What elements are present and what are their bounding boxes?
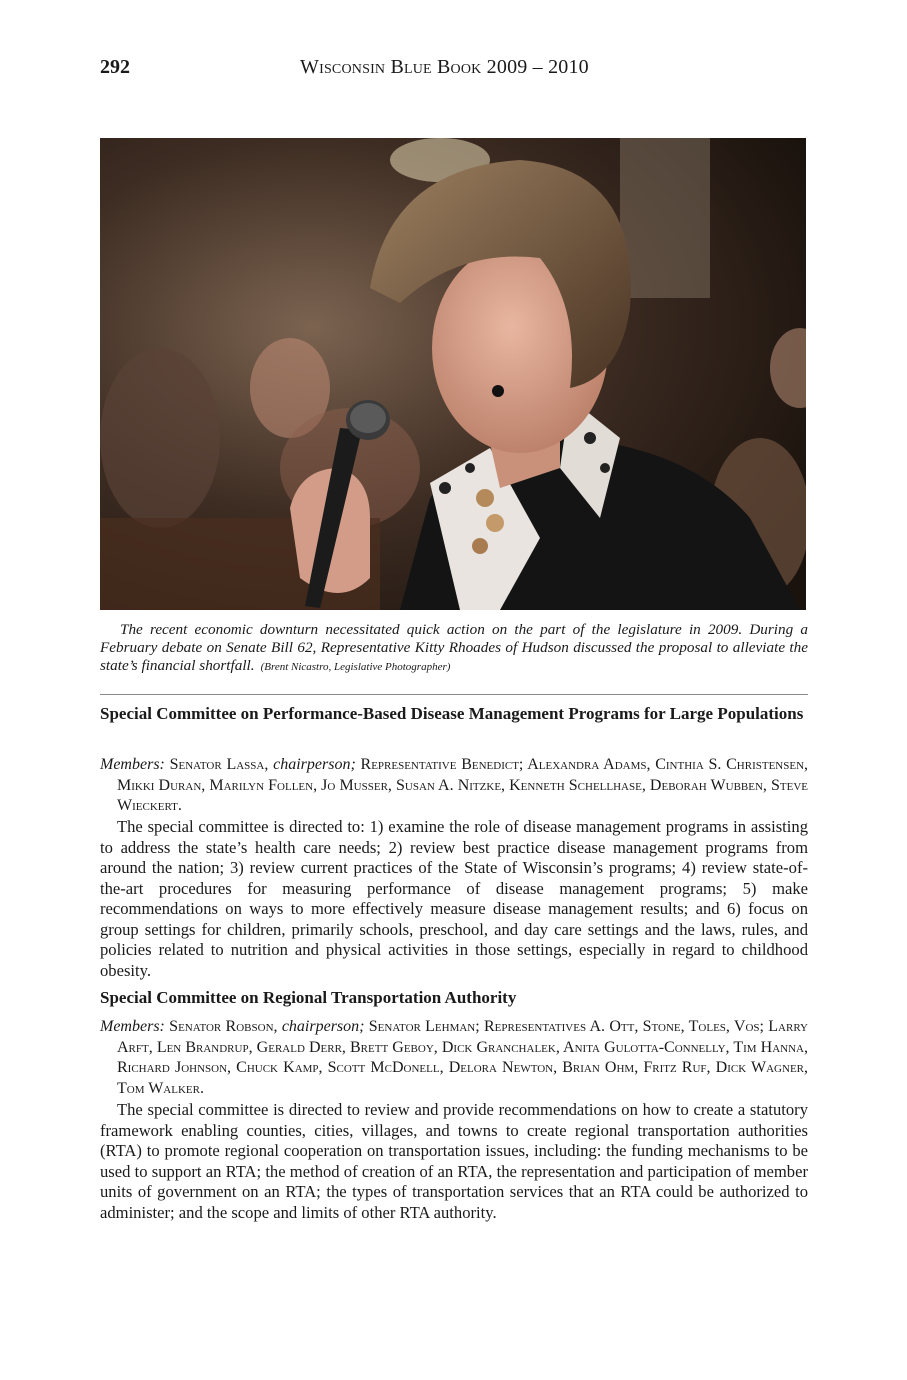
- committee-heading: Special Committee on Regional Transportation Authority: [100, 988, 517, 1007]
- committee-description: The special committee is directed to review and provide recommendations on how to create a statutory framework enabling counties, cities, villages, and towns to create regional transportation authorities (RTA) to promote regional cooperation on transportation issues, including: the funding mechanisms to be used to support an RTA; the method of creation of an RTA, the representation and participation of member units of government on an RTA; the types of transportation services that an RTA could be authorized to administer; and the scope and limits of other RTA authority.: [100, 1100, 808, 1222]
- committee-heading: Special Committee on Performance-Based Disease Management Programs for Large Populations: [100, 704, 804, 723]
- chair-name: Senator Robson,: [169, 1018, 278, 1035]
- chair-role: chairperson;: [281, 1018, 365, 1035]
- page-number: 292: [100, 56, 130, 78]
- committee-members: [100, 1017, 808, 1099]
- chair-name: Senator Lassa,: [169, 756, 269, 773]
- members-label: Members:: [100, 1018, 165, 1035]
- chair-role: chairperson;: [273, 756, 356, 773]
- legislator-photo: [100, 138, 806, 610]
- section-divider: [100, 694, 808, 695]
- committee-members: [100, 755, 808, 817]
- photo-credit: (Brent Nicastro, Legislative Photographer): [260, 661, 451, 673]
- caption-text: The recent economic downturn necessitated quick action on the part of the legislature in 2009. During a February debate on Senate Bill 62, Representative Kitty Rhoades of Hudson discussed the proposal to alleviate the state’s financial shortfall.: [100, 621, 808, 674]
- committee-description: The special committee is directed to: 1) examine the role of disease management programs in assisting to address the state’s health care needs; 2) review best practice disease management programs from around the nation; 3) review current practices of the State of Wisconsin’s programs; 4) review state-of-the-art procedures for measuring performance of disease management programs; 5) make recommendations on ways to more effectively measure disease management results; and 6) focus on group settings for children, primarily schools, preschool, and day care settings and the laws, rules, and policies related to nutrition and physical activities in those settings, especially in regard to childhood obesity.: [100, 817, 808, 980]
- members-label: Members:: [100, 756, 165, 773]
- running-head: Wisconsin Blue Book 2009 – 2010: [300, 56, 589, 78]
- member-names: Senator Lehman; Representatives A. Ott, Stone, Toles, Vos; Larry Arft, Len Brandrup, Gerald Derr, Brett Geboy, Dick Granchalek, Anita Gulotta-Connelly, Tim Hanna, Richard Johnson, Chuck Kamp, Scott McDonell, Delora Newton, Brian Ohm, Fritz Ruf, Dick Wagner, Tom Walker.: [117, 1018, 809, 1097]
- photo-caption: [100, 621, 808, 676]
- member-names: Representative Benedict; Alexandra Adams, Cinthia S. Christensen, Mikki Duran, Marilyn Follen, Jo Musser, Susan A. Nitzke, Kenneth Schellhase, Deborah Wubben, Steve Wieckert.: [117, 756, 809, 814]
